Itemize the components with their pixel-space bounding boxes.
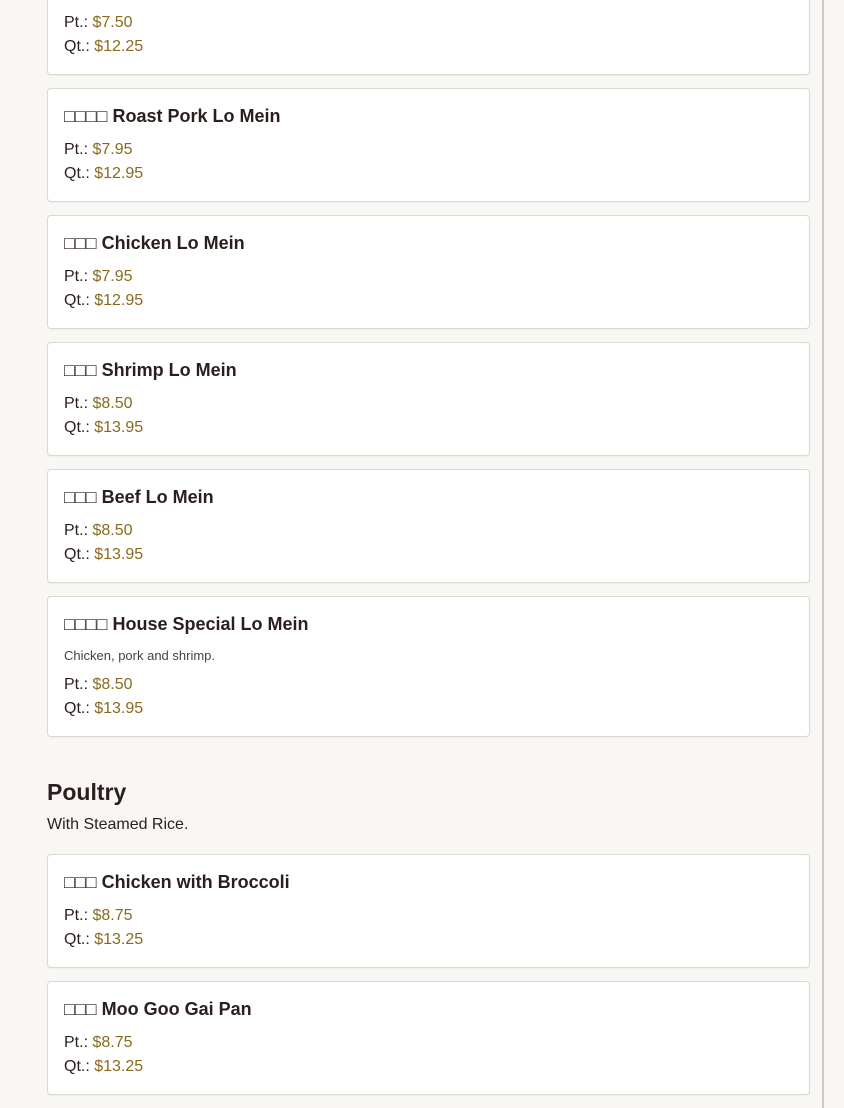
menu-item-name: □□□ Chicken Lo Mein [64,233,245,253]
pint-price: $8.75 [92,1034,133,1051]
menu-item-description: Chicken, pork and shrimp. [64,648,216,663]
pint-label: Pt.: [64,141,89,158]
pint-price-row [64,13,133,33]
quart-price-row [64,291,143,311]
pint-price: $8.50 [92,395,133,412]
quart-price: $13.95 [94,700,144,717]
pint-price: $8.50 [92,522,133,539]
pint-label: Pt.: [64,268,89,285]
pint-label: Pt.: [64,522,89,539]
menu-item-card [47,469,810,583]
quart-price-row [64,699,143,719]
pint-price: $7.95 [92,141,133,158]
quart-price-row [64,37,143,57]
quart-price-row [64,164,143,184]
quart-label: Qt.: [64,931,90,948]
quart-price: $13.25 [94,1058,144,1075]
quart-price: $12.25 [94,38,144,55]
quart-price: $13.95 [94,419,144,436]
quart-label: Qt.: [64,38,90,55]
quart-price-row [64,418,143,438]
pint-price: $7.95 [92,268,133,285]
quart-label: Qt.: [64,1058,90,1075]
pint-price-row [64,140,133,160]
quart-price: $12.95 [94,292,144,309]
menu-item-card [47,215,810,329]
quart-price: $13.95 [94,546,144,563]
quart-price: $12.95 [94,165,144,182]
menu-item-card [47,981,810,1095]
menu-item-card [47,854,810,968]
menu-item-name: □□□□ House Special Lo Mein [64,614,309,634]
section-note: With Steamed Rice. [47,816,189,833]
pint-price: $7.50 [92,14,133,31]
section-title-poultry: Poultry [47,779,127,805]
pint-price-row [64,675,133,695]
pint-price: $8.50 [92,676,133,693]
pint-label: Pt.: [64,907,89,924]
pint-label: Pt.: [64,676,89,693]
menu-item-name: □□□ Beef Lo Mein [64,487,214,507]
quart-price-row [64,545,143,565]
menu-item-name: □□□ Shrimp Lo Mein [64,360,237,380]
quart-price-row [64,930,143,950]
quart-price-row [64,1057,143,1077]
menu-item-card [47,88,810,202]
quart-label: Qt.: [64,546,90,563]
pint-price-row [64,1033,133,1053]
quart-label: Qt.: [64,292,90,309]
menu-item-name: □□□ Moo Goo Gai Pan [64,999,252,1019]
pint-price-row [64,906,133,926]
quart-price: $13.25 [94,931,144,948]
pint-price: $8.75 [92,907,133,924]
pint-label: Pt.: [64,14,89,31]
pint-price-row [64,394,133,414]
menu-item-name: □□□□ Roast Pork Lo Mein [64,106,281,126]
pint-label: Pt.: [64,1034,89,1051]
menu-item-card [47,0,810,75]
quart-label: Qt.: [64,165,90,182]
scrollbar-track[interactable] [822,0,824,1108]
quart-label: Qt.: [64,419,90,436]
menu-item-card [47,342,810,456]
menu-item-name: □□□ Chicken with Broccoli [64,872,290,892]
pint-label: Pt.: [64,395,89,412]
pint-price-row [64,267,133,287]
quart-label: Qt.: [64,700,90,717]
pint-price-row [64,521,133,541]
menu-item-card [47,596,810,737]
